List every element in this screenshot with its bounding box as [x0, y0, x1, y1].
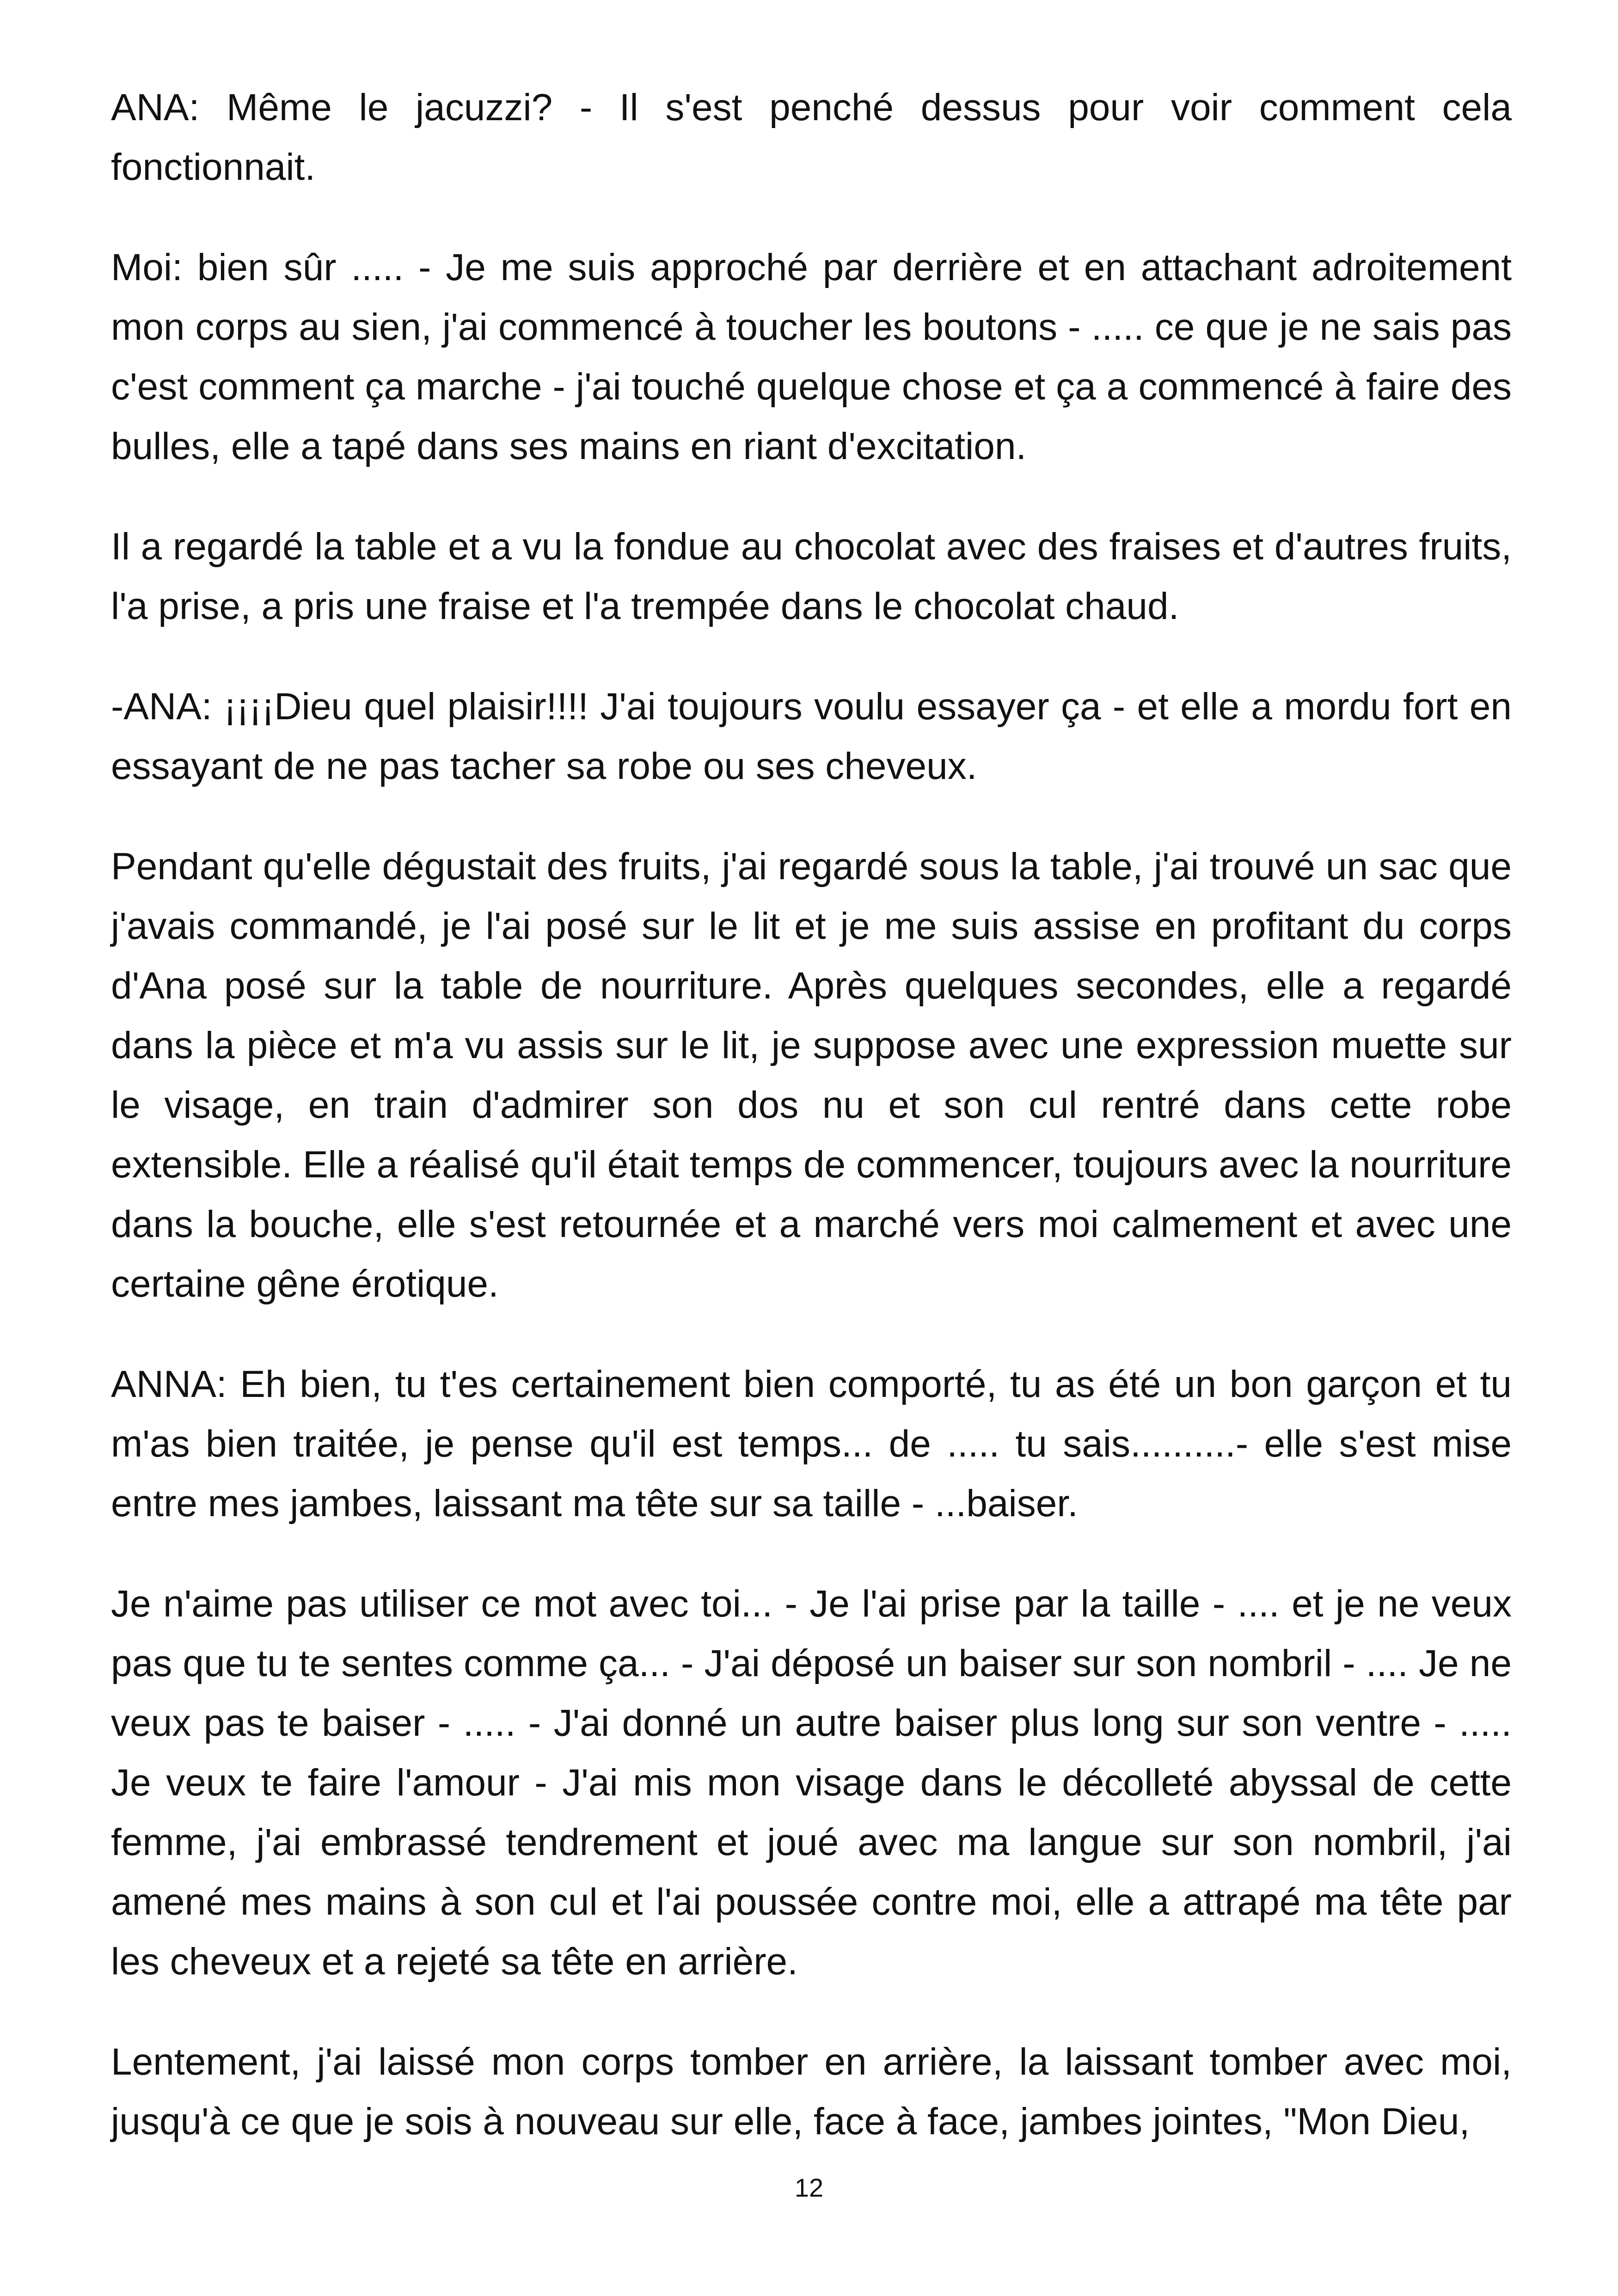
paragraph: Je n'aime pas utiliser ce mot avec toi... - Je l'ai prise par la taille - .... et je ne veux pas que tu te sentes comme ça... - J'ai déposé un baiser sur son nombril - .... Je ne veux pas te baiser - ..... - J'ai donné un autre baiser plus long sur son ventre - ..... Je veux te faire l'amour - J'ai mis mon visage dans le décolleté abyssal de cette femme, j'ai embrassé tendrement et joué avec ma langue sur son nombril, j'ai amené mes mains à son cul et l'ai poussée contre moi, elle a attrapé ma tête par les cheveux et a rejeté sa tête en arrière.	[111, 1583, 1512, 1983]
paragraph: -ANA: ¡¡¡¡Dieu quel plaisir!!!! J'ai toujours voulu essayer ça - et elle a mordu fort en essayant de ne pas tacher sa robe ou ses cheveux.	[111, 686, 1512, 787]
paragraph: ANNA: Eh bien, tu t'es certainement bien comporté, tu as été un bon garçon et tu m'as bien traitée, je pense qu'il est temps... de ..... tu sais..........- elle s'est mise entre mes jambes, laissant ma tête sur sa taille - ...baiser.	[111, 1363, 1512, 1525]
paragraph: ANA: Même le jacuzzi? - Il s'est penché dessus pour voir comment cela fonctionnait.	[111, 86, 1512, 188]
paragraph: Il a regardé la table et a vu la fondue au chocolat avec des fraises et d'autres fruits, l'a prise, a pris une fraise et l'a trempée dans le chocolat chaud.	[111, 526, 1512, 627]
page-number: 12	[794, 2173, 824, 2202]
paragraph: Pendant qu'elle dégustait des fruits, j'ai regardé sous la table, j'ai trouvé un sac que j'avais commandé, je l'ai posé sur le lit et je me suis assise en profitant du corps d'Ana posé sur la table de nourriture. Après quelques secondes, elle a regardé dans la pièce et m'a vu assis sur le lit, je suppose avec une expression muette sur le visage, en train d'admirer son dos nu et son cul rentré dans cette robe extensible. Elle a réalisé qu'il était temps de commencer, toujours avec la nourriture dans la bouche, elle s'est retournée et a marché vers moi calmement et avec une certaine gêne érotique.	[111, 845, 1512, 1305]
paragraph: Moi: bien sûr ..... - Je me suis approché par derrière et en attachant adroitement mon corps au sien, j'ai commencé à toucher les boutons - ..... ce que je ne sais pas c'est comment ça marche - j'ai touché quelque chose et ça a commencé à faire des bulles, elle a tapé dans ses mains en riant d'excitation.	[111, 246, 1512, 467]
document-page	[111, 78, 1512, 2192]
paragraph: Lentement, j'ai laissé mon corps tomber en arrière, la laissant tomber avec moi, jusqu'à ce que je sois à nouveau sur elle, face à face, jambes jointes, "Mon Dieu,	[111, 2041, 1512, 2143]
